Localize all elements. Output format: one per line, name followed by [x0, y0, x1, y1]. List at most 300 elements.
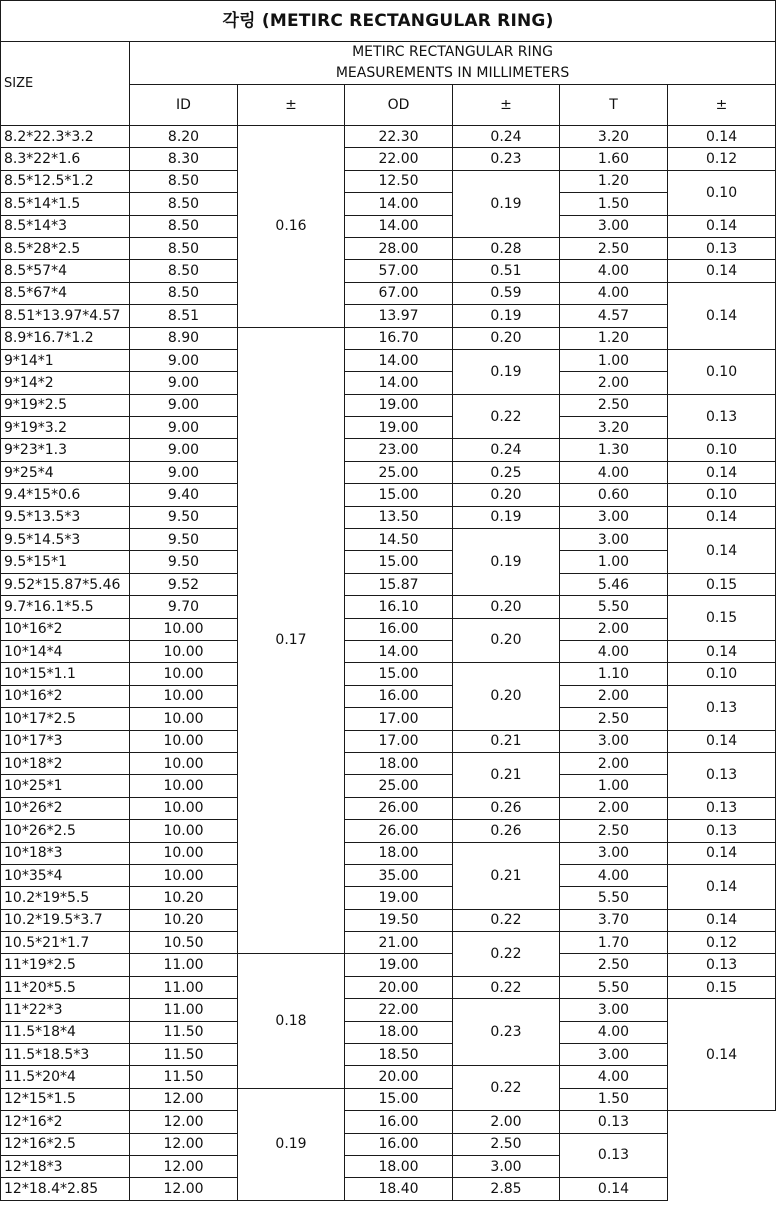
id-cell: 11.00 — [130, 976, 238, 998]
table-row — [1, 305, 776, 327]
t-cell: 5.50 — [560, 976, 668, 998]
od-cell: 14.00 — [345, 193, 453, 215]
t-cell: 4.00 — [560, 282, 668, 304]
table-row — [1, 439, 776, 461]
table-row — [1, 260, 776, 282]
od-cell: 14.00 — [345, 640, 453, 662]
od-cell: 19.00 — [345, 887, 453, 909]
table-row — [1, 529, 776, 551]
t-cell: 1.70 — [560, 932, 668, 954]
od-tolerance-cell: 0.19 — [453, 349, 560, 394]
od-cell: 18.00 — [345, 1021, 453, 1043]
id-cell: 11.50 — [130, 1021, 238, 1043]
t-cell: 2.50 — [560, 954, 668, 976]
id-cell: 10.00 — [130, 820, 238, 842]
t-tolerance-cell: 0.13 — [668, 752, 776, 797]
od-cell: 28.00 — [345, 237, 453, 259]
subheader-line-2: MEASUREMENTS IN MILLIMETERS — [335, 65, 570, 81]
od-cell: 15.00 — [345, 551, 453, 573]
t-tolerance-cell: 0.14 — [668, 864, 776, 909]
size-cell: 10*16*2 — [1, 618, 130, 640]
table-row — [1, 372, 776, 394]
table-row — [1, 170, 776, 192]
size-cell: 8.9*16.7*1.2 — [1, 327, 130, 349]
t-cell: 3.00 — [560, 506, 668, 528]
size-cell: 12*18.4*2.85 — [1, 1178, 130, 1200]
od-tolerance-cell: 0.28 — [453, 237, 560, 259]
od-cell: 16.00 — [345, 618, 453, 640]
t-tolerance-cell: 0.13 — [668, 237, 776, 259]
od-cell: 18.00 — [345, 1155, 453, 1177]
size-cell: 9*14*2 — [1, 372, 130, 394]
table-row — [1, 640, 776, 662]
table-row — [1, 909, 776, 931]
t-tolerance-cell: 0.13 — [560, 1133, 668, 1178]
t-tolerance-cell: 0.13 — [668, 954, 776, 976]
size-cell: 9*19*3.2 — [1, 417, 130, 439]
od-cell: 25.00 — [345, 461, 453, 483]
id-cell: 10.50 — [130, 932, 238, 954]
size-cell: 9.5*13.5*3 — [1, 506, 130, 528]
od-tolerance-cell: 0.22 — [453, 976, 560, 998]
size-cell: 8.5*67*4 — [1, 282, 130, 304]
t-tolerance-cell: 0.10 — [668, 439, 776, 461]
od-header: OD — [345, 85, 453, 126]
od-cell: 19.00 — [345, 394, 453, 416]
t-tolerance-cell: 0.13 — [668, 394, 776, 439]
table-row — [1, 842, 776, 864]
t-tolerance-header: ± — [668, 85, 776, 126]
table-row — [1, 349, 776, 371]
size-cell: 11*19*2.5 — [1, 954, 130, 976]
t-cell: 2.50 — [560, 708, 668, 730]
id-cell: 11.00 — [130, 954, 238, 976]
t-cell: 3.20 — [560, 126, 668, 148]
id-cell: 8.50 — [130, 282, 238, 304]
table-row — [1, 327, 776, 349]
size-cell: 8.5*57*4 — [1, 260, 130, 282]
table-row — [1, 1088, 776, 1110]
table-row — [1, 126, 776, 148]
size-cell: 8.5*28*2.5 — [1, 237, 130, 259]
table-row — [1, 394, 776, 416]
table-row — [1, 864, 776, 886]
od-cell: 23.00 — [345, 439, 453, 461]
id-cell: 9.00 — [130, 372, 238, 394]
id-header: ID — [130, 85, 238, 126]
t-cell: 2.50 — [560, 820, 668, 842]
id-cell: 10.20 — [130, 887, 238, 909]
table-row — [1, 708, 776, 730]
id-cell: 8.51 — [130, 305, 238, 327]
t-tolerance-cell: 0.14 — [668, 529, 776, 574]
od-cell: 19.00 — [345, 417, 453, 439]
od-cell: 18.40 — [345, 1178, 453, 1200]
size-cell: 9.4*15*0.6 — [1, 484, 130, 506]
t-cell: 2.00 — [560, 752, 668, 774]
table-row — [1, 1178, 776, 1200]
size-cell: 10*26*2.5 — [1, 820, 130, 842]
t-cell: 4.00 — [560, 640, 668, 662]
t-cell: 3.00 — [560, 842, 668, 864]
id-cell: 10.00 — [130, 708, 238, 730]
od-cell: 13.50 — [345, 506, 453, 528]
od-cell: 17.00 — [345, 730, 453, 752]
id-cell: 9.00 — [130, 417, 238, 439]
t-cell: 3.00 — [560, 730, 668, 752]
od-tolerance-cell: 0.20 — [453, 484, 560, 506]
t-cell: 5.50 — [560, 596, 668, 618]
size-cell: 10.5*21*1.7 — [1, 932, 130, 954]
size-cell: 8.5*12.5*1.2 — [1, 170, 130, 192]
od-tolerance-cell: 0.22 — [453, 394, 560, 439]
t-cell: 1.30 — [560, 439, 668, 461]
t-tolerance-cell: 0.14 — [668, 640, 776, 662]
t-cell: 4.00 — [560, 260, 668, 282]
table-row — [1, 976, 776, 998]
t-cell: 3.00 — [560, 1044, 668, 1066]
size-cell: 10*18*2 — [1, 752, 130, 774]
size-cell: 10.2*19.5*3.7 — [1, 909, 130, 931]
id-cell: 8.90 — [130, 327, 238, 349]
table-row — [1, 663, 776, 685]
size-cell: 10*35*4 — [1, 864, 130, 886]
size-cell: 12*16*2 — [1, 1111, 130, 1133]
id-cell: 9.52 — [130, 573, 238, 595]
table-row — [1, 1111, 776, 1133]
size-cell: 10*17*3 — [1, 730, 130, 752]
od-tolerance-cell: 0.21 — [453, 730, 560, 752]
size-cell: 9.7*16.1*5.5 — [1, 596, 130, 618]
size-cell: 12*18*3 — [1, 1155, 130, 1177]
t-tolerance-cell: 0.14 — [668, 461, 776, 483]
od-tolerance-cell: 0.24 — [453, 126, 560, 148]
od-cell: 19.50 — [345, 909, 453, 931]
t-cell: 2.50 — [560, 394, 668, 416]
t-tolerance-cell: 0.15 — [668, 573, 776, 595]
id-cell: 9.00 — [130, 461, 238, 483]
id-cell: 10.00 — [130, 797, 238, 819]
measurements-header — [130, 42, 776, 85]
table-row — [1, 887, 776, 909]
id-cell: 9.40 — [130, 484, 238, 506]
id-cell: 8.50 — [130, 260, 238, 282]
od-cell: 12.50 — [345, 170, 453, 192]
id-cell: 8.50 — [130, 170, 238, 192]
t-tolerance-cell: 0.10 — [668, 349, 776, 394]
table-row — [1, 282, 776, 304]
id-cell: 10.00 — [130, 685, 238, 707]
table-row — [1, 1066, 776, 1088]
id-cell: 10.00 — [130, 618, 238, 640]
id-cell: 10.00 — [130, 842, 238, 864]
t-cell: 4.00 — [560, 461, 668, 483]
size-cell: 12*16*2.5 — [1, 1133, 130, 1155]
table-row — [1, 1021, 776, 1043]
t-cell: 1.50 — [560, 1088, 668, 1110]
t-tolerance-cell: 0.13 — [668, 685, 776, 730]
od-cell: 20.00 — [345, 1066, 453, 1088]
id-tolerance-cell: 0.16 — [238, 126, 345, 328]
table-row — [1, 685, 776, 707]
id-cell: 8.50 — [130, 237, 238, 259]
id-cell: 10.00 — [130, 752, 238, 774]
t-cell: 1.10 — [560, 663, 668, 685]
id-cell: 11.00 — [130, 999, 238, 1021]
table-row — [1, 417, 776, 439]
od-tolerance-cell: 0.19 — [453, 305, 560, 327]
size-cell: 8.5*14*1.5 — [1, 193, 130, 215]
t-tolerance-cell: 0.15 — [668, 596, 776, 641]
t-cell: 4.00 — [560, 1021, 668, 1043]
id-cell: 8.20 — [130, 126, 238, 148]
table-row — [1, 1044, 776, 1066]
t-tolerance-cell: 0.12 — [668, 932, 776, 954]
size-cell: 11*22*3 — [1, 999, 130, 1021]
table-row — [1, 215, 776, 237]
id-cell: 9.00 — [130, 349, 238, 371]
t-tolerance-cell: 0.14 — [668, 506, 776, 528]
table-row — [1, 730, 776, 752]
size-cell: 11.5*18.5*3 — [1, 1044, 130, 1066]
size-cell: 9*14*1 — [1, 349, 130, 371]
size-cell: 9*25*4 — [1, 461, 130, 483]
od-cell: 26.00 — [345, 820, 453, 842]
od-cell: 25.00 — [345, 775, 453, 797]
od-cell: 16.00 — [345, 1111, 453, 1133]
t-cell: 1.20 — [560, 170, 668, 192]
table-row — [1, 618, 776, 640]
od-cell: 16.00 — [345, 685, 453, 707]
t-cell: 1.00 — [560, 775, 668, 797]
t-cell: 2.50 — [560, 237, 668, 259]
id-cell: 10.20 — [130, 909, 238, 931]
subheader-line-1: METIRC RECTANGULAR RING — [352, 44, 553, 60]
t-cell: 2.85 — [453, 1178, 560, 1200]
od-cell: 17.00 — [345, 708, 453, 730]
od-tolerance-cell: 0.23 — [453, 148, 560, 170]
od-cell: 16.70 — [345, 327, 453, 349]
od-cell: 26.00 — [345, 797, 453, 819]
id-cell: 12.00 — [130, 1155, 238, 1177]
od-cell: 14.50 — [345, 529, 453, 551]
t-cell: 4.57 — [560, 305, 668, 327]
od-cell: 57.00 — [345, 260, 453, 282]
id-cell: 9.00 — [130, 394, 238, 416]
table-row — [1, 193, 776, 215]
t-cell: 1.00 — [560, 551, 668, 573]
t-cell: 4.00 — [560, 864, 668, 886]
od-cell: 16.10 — [345, 596, 453, 618]
t-tolerance-cell: 0.14 — [560, 1178, 668, 1200]
od-cell: 22.00 — [345, 148, 453, 170]
table-row — [1, 1133, 776, 1155]
od-tolerance-cell: 0.26 — [453, 797, 560, 819]
id-cell: 12.00 — [130, 1111, 238, 1133]
id-tolerance-header: ± — [238, 85, 345, 126]
t-cell: 2.00 — [560, 685, 668, 707]
od-tolerance-cell: 0.24 — [453, 439, 560, 461]
od-cell: 18.00 — [345, 842, 453, 864]
id-cell: 9.50 — [130, 529, 238, 551]
id-cell: 10.00 — [130, 864, 238, 886]
t-cell: 1.50 — [560, 193, 668, 215]
t-cell: 5.46 — [560, 573, 668, 595]
table-row — [1, 506, 776, 528]
t-tolerance-cell: 0.14 — [668, 260, 776, 282]
table-row — [1, 148, 776, 170]
t-cell: 3.70 — [560, 909, 668, 931]
size-cell: 11.5*18*4 — [1, 1021, 130, 1043]
id-cell: 10.00 — [130, 663, 238, 685]
id-tolerance-cell: 0.17 — [238, 327, 345, 954]
size-cell: 9*19*2.5 — [1, 394, 130, 416]
size-cell: 8.51*13.97*4.57 — [1, 305, 130, 327]
od-cell: 14.00 — [345, 349, 453, 371]
od-tolerance-cell: 0.20 — [453, 663, 560, 730]
t-cell: 2.00 — [560, 618, 668, 640]
table-row — [1, 999, 776, 1021]
t-cell: 1.00 — [560, 349, 668, 371]
od-tolerance-cell: 0.59 — [453, 282, 560, 304]
od-tolerance-cell: 0.19 — [453, 506, 560, 528]
t-tolerance-cell: 0.10 — [668, 484, 776, 506]
size-cell: 10*25*1 — [1, 775, 130, 797]
id-cell: 9.00 — [130, 439, 238, 461]
od-cell: 15.00 — [345, 484, 453, 506]
title-row — [1, 1, 776, 42]
id-cell: 10.00 — [130, 775, 238, 797]
od-cell: 15.00 — [345, 1088, 453, 1110]
id-cell: 11.50 — [130, 1044, 238, 1066]
size-cell: 10*26*2 — [1, 797, 130, 819]
od-tolerance-cell: 0.20 — [453, 327, 560, 349]
size-cell: 10*17*2.5 — [1, 708, 130, 730]
od-tolerance-cell: 0.26 — [453, 820, 560, 842]
od-tolerance-cell: 0.19 — [453, 529, 560, 596]
od-cell: 19.00 — [345, 954, 453, 976]
table-row — [1, 551, 776, 573]
t-tolerance-cell: 0.14 — [668, 730, 776, 752]
od-cell: 16.00 — [345, 1133, 453, 1155]
id-tolerance-cell: 0.18 — [238, 954, 345, 1088]
t-cell: 1.60 — [560, 148, 668, 170]
size-cell: 8.2*22.3*3.2 — [1, 126, 130, 148]
size-cell: 9*23*1.3 — [1, 439, 130, 461]
id-cell: 11.50 — [130, 1066, 238, 1088]
t-cell: 3.00 — [560, 215, 668, 237]
table-row — [1, 484, 776, 506]
table-title: 각링 (METIRC RECTANGULAR RING) — [1, 1, 776, 42]
id-cell: 8.30 — [130, 148, 238, 170]
id-cell: 8.50 — [130, 215, 238, 237]
size-cell: 9.52*15.87*5.46 — [1, 573, 130, 595]
size-header: SIZE — [1, 42, 130, 126]
size-cell: 8.5*14*3 — [1, 215, 130, 237]
t-tolerance-cell: 0.12 — [668, 148, 776, 170]
od-tolerance-cell: 0.21 — [453, 842, 560, 909]
id-cell: 12.00 — [130, 1178, 238, 1200]
size-cell: 8.3*22*1.6 — [1, 148, 130, 170]
id-tolerance-cell: 0.19 — [238, 1088, 345, 1200]
table-row — [1, 775, 776, 797]
t-cell: 1.20 — [560, 327, 668, 349]
od-tolerance-cell: 0.20 — [453, 596, 560, 618]
table-row — [1, 797, 776, 819]
size-cell: 12*15*1.5 — [1, 1088, 130, 1110]
id-cell: 10.00 — [130, 730, 238, 752]
od-cell: 21.00 — [345, 932, 453, 954]
table-row — [1, 932, 776, 954]
table-row — [1, 237, 776, 259]
size-cell: 10*18*3 — [1, 842, 130, 864]
od-cell: 22.30 — [345, 126, 453, 148]
id-cell: 9.50 — [130, 551, 238, 573]
t-cell: 4.00 — [560, 1066, 668, 1088]
od-tolerance-cell: 0.22 — [453, 1066, 560, 1111]
size-cell: 9.5*14.5*3 — [1, 529, 130, 551]
t-cell: 0.60 — [560, 484, 668, 506]
table-row — [1, 954, 776, 976]
t-cell: 2.00 — [453, 1111, 560, 1133]
t-tolerance-cell: 0.10 — [668, 170, 776, 215]
t-tolerance-cell: 0.14 — [668, 999, 776, 1111]
t-cell: 3.20 — [560, 417, 668, 439]
table-row — [1, 596, 776, 618]
id-cell: 10.00 — [130, 640, 238, 662]
table-row — [1, 820, 776, 842]
od-tolerance-header: ± — [453, 85, 560, 126]
od-tolerance-cell: 0.25 — [453, 461, 560, 483]
t-cell: 3.00 — [453, 1155, 560, 1177]
t-tolerance-cell: 0.14 — [668, 909, 776, 931]
size-cell: 10*14*4 — [1, 640, 130, 662]
od-tolerance-cell: 0.22 — [453, 909, 560, 931]
t-tolerance-cell: 0.14 — [668, 215, 776, 237]
t-header: T — [560, 85, 668, 126]
t-tolerance-cell: 0.14 — [668, 282, 776, 349]
t-tolerance-cell: 0.13 — [560, 1111, 668, 1133]
table-row — [1, 461, 776, 483]
od-cell: 35.00 — [345, 864, 453, 886]
t-tolerance-cell: 0.14 — [668, 126, 776, 148]
od-tolerance-cell: 0.21 — [453, 752, 560, 797]
table-body — [1, 126, 776, 1201]
subheader-row — [1, 42, 776, 85]
size-cell: 11*20*5.5 — [1, 976, 130, 998]
t-tolerance-cell: 0.13 — [668, 797, 776, 819]
od-cell: 18.50 — [345, 1044, 453, 1066]
id-cell: 12.00 — [130, 1133, 238, 1155]
id-cell: 9.70 — [130, 596, 238, 618]
od-tolerance-cell: 0.20 — [453, 618, 560, 663]
od-cell: 13.97 — [345, 305, 453, 327]
t-tolerance-cell: 0.13 — [668, 820, 776, 842]
od-cell: 67.00 — [345, 282, 453, 304]
t-cell: 3.00 — [560, 999, 668, 1021]
od-cell: 22.00 — [345, 999, 453, 1021]
t-tolerance-cell: 0.10 — [668, 663, 776, 685]
od-cell: 15.87 — [345, 573, 453, 595]
od-tolerance-cell: 0.19 — [453, 170, 560, 237]
t-cell: 2.50 — [453, 1133, 560, 1155]
od-tolerance-cell: 0.23 — [453, 999, 560, 1066]
t-cell: 2.00 — [560, 797, 668, 819]
size-cell: 10*16*2 — [1, 685, 130, 707]
t-cell: 2.00 — [560, 372, 668, 394]
size-cell: 10*15*1.1 — [1, 663, 130, 685]
t-cell: 5.50 — [560, 887, 668, 909]
